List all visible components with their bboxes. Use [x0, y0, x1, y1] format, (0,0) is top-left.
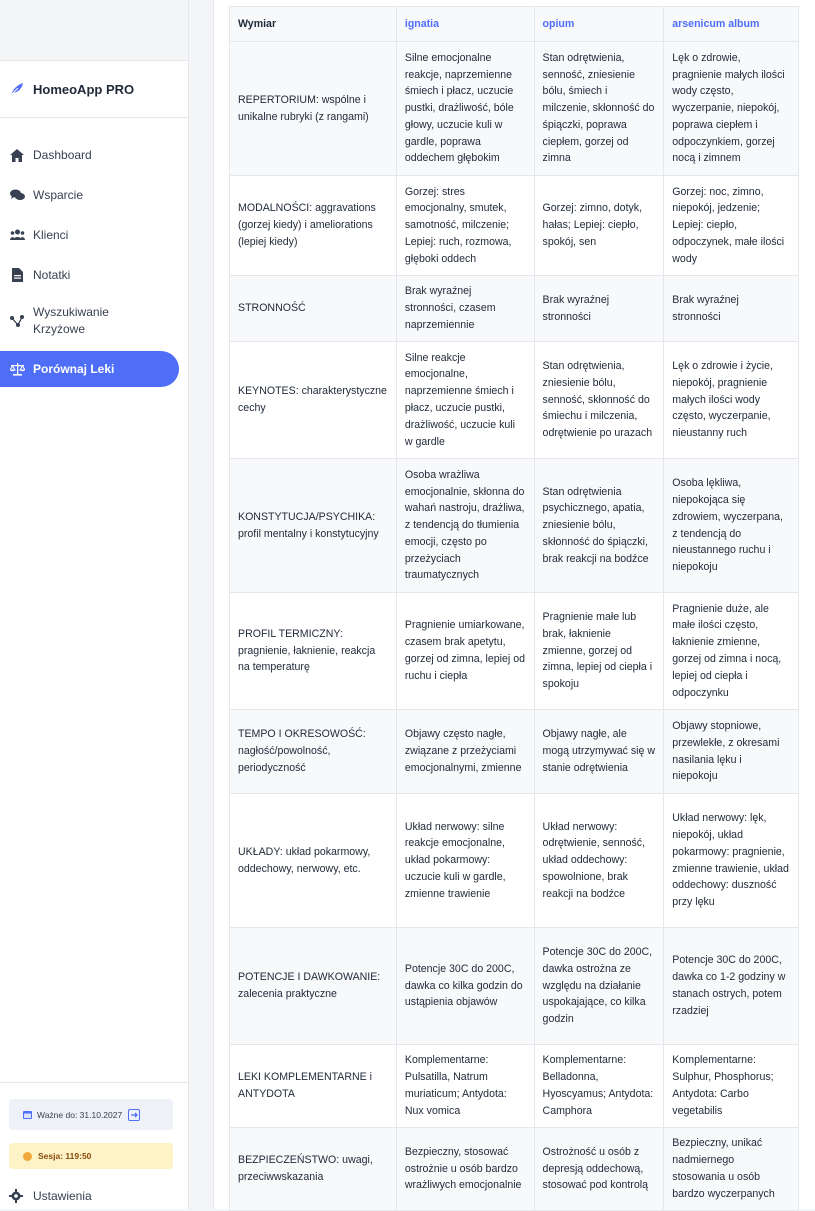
remedy-cell: Osoba wrażliwa emocjonalnie, skłonna do wahań nastroju, drażliwa, z tendencją do tłumienia emocji, często po przeżyciach traumatycznych [396, 459, 534, 593]
nav-label-support: Wsparcie [33, 188, 84, 202]
nav-label-clients: Klienci [33, 228, 69, 242]
nav-item-compare-remedies[interactable] [0, 351, 179, 387]
nav-item-notes[interactable] [0, 255, 188, 295]
network-icon [9, 313, 25, 329]
remedy-cell: Komplementarne: Pulsatilla, Natrum muriaticum; Antydota: Nux vomica [396, 1045, 534, 1128]
remedy-cell: Bezpieczny, unikać nadmiernego stosowania u osób bardzo wyczerpanych [664, 1128, 799, 1211]
users-icon [9, 227, 25, 243]
dimension-cell: KEYNOTES: charakterystyczne cechy [230, 342, 397, 459]
remedy-cell: Stan odrętwienia, senność, zniesienie bólu, śmiech i milczenie, skłonność do śpiączki, poprawa ciepłem, gorzej od zimna [534, 42, 664, 176]
sidebar-footer [0, 1082, 188, 1209]
column-header-dimension: Wymiar [230, 7, 397, 42]
session-badge [9, 1143, 173, 1169]
nav-item-clients[interactable] [0, 215, 188, 255]
nav-label-notes: Notatki [33, 268, 71, 282]
session-timer: Sesja: 119:50 [38, 1151, 92, 1161]
sidebar-top-spacer [0, 0, 188, 60]
home-icon [9, 147, 25, 163]
remedy-cell: Lęk o zdrowie, pragnienie małych ilości wody często, wyczerpanie, niepokój, poprawa ciepłem i odpoczynkiem, gorzej nocą i zimnem [664, 42, 799, 176]
clock-icon [23, 1152, 32, 1161]
table-row [230, 928, 799, 1045]
sidebar [0, 0, 189, 1209]
brand[interactable] [0, 60, 188, 118]
column-header-remedy-3[interactable]: arsenicum album [664, 7, 799, 42]
nav-label-cross-search: Wyszukiwanie Krzyżowe [33, 305, 109, 336]
remedy-cell: Gorzej: zimno, dotyk, hałas; Lepiej: ciepło, spokój, sen [534, 176, 664, 276]
remedy-cell: Potencje 30C do 200C, dawka co kilka godzin do ustąpienia objawów [396, 928, 534, 1045]
dimension-cell: LEKI KOMPLEMENTARNE i ANTYDOTA [230, 1045, 397, 1128]
table-row [230, 794, 799, 928]
remedy-cell: Lęk o zdrowie i życie, niepokój, pragnienie małych ilości wody często, wyczerpanie, nieustanny ruch [664, 342, 799, 459]
table-row [230, 176, 799, 276]
table-header-row [230, 7, 799, 42]
remedy-cell: Układ nerwowy: odrętwienie, senność, układ oddechowy: spowolnione, brak reakcji na bodźce [534, 794, 664, 928]
gear-icon [9, 1189, 23, 1203]
remedy-cell: Gorzej: noc, zimno, niepokój, jedzenie; Lepiej: ciepło, odpoczynek, małe ilości wody [664, 176, 799, 276]
remedy-cell: Ostrożność u osób z depresją oddechową, stosować pod kontrolą [534, 1128, 664, 1211]
remedy-cell: Potencje 30C do 200C, dawka co 1-2 godziny w stanach ostrych, potem rzadziej [664, 928, 799, 1045]
remedy-cell: Brak wyraźnej stronności [534, 276, 664, 342]
main-content [213, 0, 815, 1209]
chat-icon [9, 187, 25, 203]
table-row [230, 342, 799, 459]
dimension-cell: MODALNOŚCI: aggravations (gorzej kiedy) i ameliorations (lepiej kiedy) [230, 176, 397, 276]
remedy-cell: Silne emocjonalne reakcje, naprzemienne śmiech i płacz, uczucie pustki, drażliwość, bóle głowy, uczucie kuli w gardle, poprawa oddechem głębokim [396, 42, 534, 176]
document-icon [9, 267, 25, 283]
remedy-cell: Silne reakcje emocjonalne, naprzemienne śmiech i płacz, uczucie pustki, drażliwość, uczucie kuli w gardle [396, 342, 534, 459]
feather-icon [9, 81, 25, 97]
table-row [230, 459, 799, 593]
column-header-remedy-2[interactable]: opium [534, 7, 664, 42]
remedy-cell: Stan odrętwienia, zniesienie bólu, senność, skłonność do śmiechu i milczenia, odrętwienie po urazach [534, 342, 664, 459]
app-name: HomeoApp PRO [33, 81, 135, 97]
remedy-cell: Potencje 30C do 200C, dawka ostrożna ze względu na działanie uspokajające, co kilka godzin [534, 928, 664, 1045]
column-header-remedy-1[interactable]: ignatia [396, 7, 534, 42]
remedy-cell: Pragnienie małe lub brak, łaknienie zmienne, gorzej od zimna, lepiej od ciepła i spokoju [534, 593, 664, 710]
table-row [230, 42, 799, 176]
remedy-cell: Objawy nagłe, ale mogą utrzymywać się w stanie odrętwienia [534, 710, 664, 794]
remedy-cell: Pragnienie umiarkowane, czasem brak apetytu, gorzej od zimna, lepiej od ruchu i ciepła [396, 593, 534, 710]
nav-label-compare-remedies: Porównaj Leki [33, 362, 115, 376]
dimension-cell: STRONNOŚĆ [230, 276, 397, 342]
nav-label-dashboard: Dashboard [33, 148, 92, 162]
remedy-cell: Stan odrętwienia psychicznego, apatia, zniesienie bólu, skłonność do śpiączki, brak reakcji na bodźce [534, 459, 664, 593]
remedy-cell: Komplementarne: Sulphur, Phosphorus; Antydota: Carbo vegetabilis [664, 1045, 799, 1128]
remedy-cell: Brak wyraźnej stronności, czasem naprzemiennie [396, 276, 534, 342]
table-row [230, 1045, 799, 1128]
license-badge [9, 1099, 173, 1130]
nav-item-cross-search[interactable] [0, 295, 188, 347]
scale-icon [9, 361, 25, 377]
dimension-cell: REPERTORIUM: wspólne i unikalne rubryki (z rangami) [230, 42, 397, 176]
remedy-cell: Gorzej: stres emocjonalny, smutek, samotność, milczenie; Lepiej: ruch, rozmowa, głęboki oddech [396, 176, 534, 276]
remedy-cell: Objawy stopniowe, przewlekłe, z okresami nasilania lęku i niepokoju [664, 710, 799, 794]
table-row [230, 1128, 799, 1211]
nav-item-dashboard[interactable] [0, 135, 188, 175]
remedy-cell: Bezpieczny, stosować ostrożnie u osób bardzo wrażliwych emocjonalnie [396, 1128, 534, 1211]
remedy-cell: Objawy często nagłe, związane z przeżyciami emocjonalnymi, zmienne [396, 710, 534, 794]
license-valid-until: Ważne do: 31.10.2027 [37, 1109, 123, 1120]
settings-link[interactable] [9, 1189, 92, 1203]
comparison-table [229, 6, 799, 1211]
dimension-cell: UKŁADY: układ pokarmowy, oddechowy, nerwowy, etc. [230, 794, 397, 928]
remedy-cell: Osoba lękliwa, niepokojąca się zdrowiem, wyczerpana, z tendencją do nieustannego ruchu i niepokoju [664, 459, 799, 593]
settings-label: Ustawienia [33, 1189, 92, 1203]
dimension-cell: POTENCJE I DAWKOWANIE: zalecenia praktyczne [230, 928, 397, 1045]
table-row [230, 593, 799, 710]
remedy-cell: Brak wyraźnej stronności [664, 276, 799, 342]
logout-icon[interactable] [128, 1109, 140, 1121]
sidebar-nav [0, 135, 188, 387]
dimension-cell: BEZPIECZEŃSTWO: uwagi, przeciwwskazania [230, 1128, 397, 1211]
remedy-cell: Układ nerwowy: lęk, niepokój, układ pokarmowy: pragnienie, zmienne trawienie, układ oddechowy: duszność przy lęku [664, 794, 799, 928]
remedy-cell: Komplementarne: Belladonna, Hyoscyamus; Antydota: Camphora [534, 1045, 664, 1128]
nav-item-support[interactable] [0, 175, 188, 215]
dimension-cell: TEMPO I OKRESOWOŚĆ: nagłość/powolność, periodyczność [230, 710, 397, 794]
table-row [230, 710, 799, 794]
table-row [230, 276, 799, 342]
remedy-cell: Układ nerwowy: silne reakcje emocjonalne, układ pokarmowy: uczucie kuli w gardle, zmienne trawienie [396, 794, 534, 928]
dimension-cell: KONSTYTUCJA/PSYCHIKA: profil mentalny i konstytucyjny [230, 459, 397, 593]
dimension-cell: PROFIL TERMICZNY: pragnienie, łaknienie, reakcja na temperaturę [230, 593, 397, 710]
remedy-cell: Pragnienie duże, ale małe ilości często, łaknienie zmienne, gorzej od zimna i nocą, lepiej od ciepła i odpoczynku [664, 593, 799, 710]
calendar-icon [23, 1110, 32, 1119]
